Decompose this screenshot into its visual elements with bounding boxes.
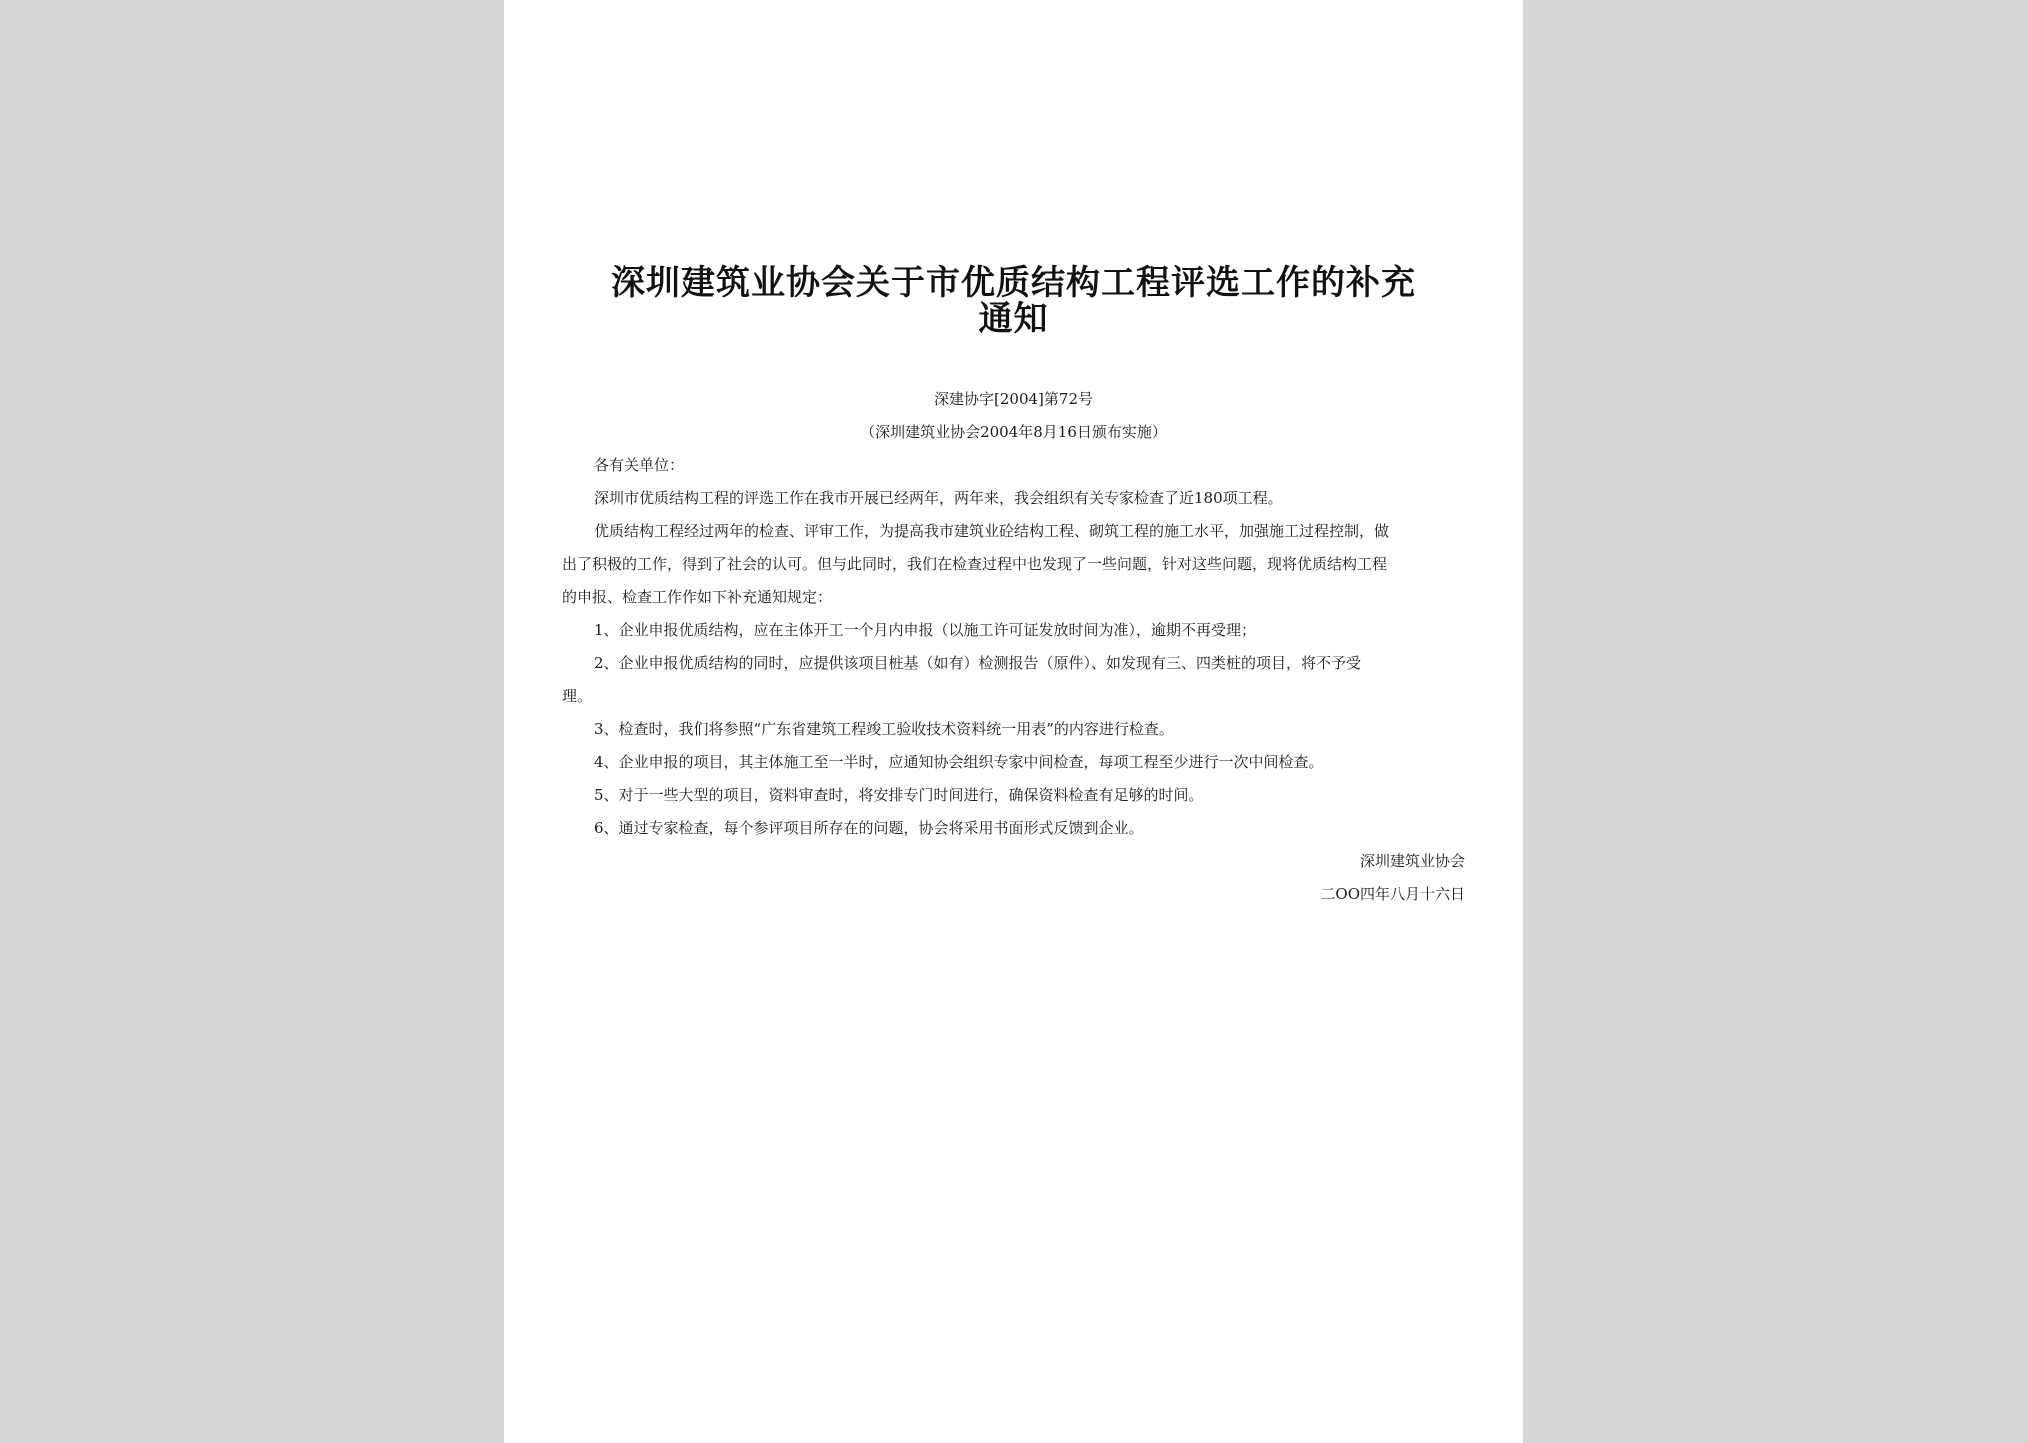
list-item-6: 6、通过专家检查，每个参评项目所存在的问题，协会将采用书面形式反馈到企业。 [594,819,1144,837]
list-item-5: 5、对于一些大型的项目，资料审查时，将安排专门时间进行，确保资料检查有足够的时间。 [594,786,1204,804]
document-page [504,0,1523,1443]
issuance-note: （深圳建筑业协会2004年8月16日颁布实施） [860,423,1167,441]
list-item-2-line-2: 理。 [562,687,593,705]
list-item-4: 4、企业申报的项目，其主体施工至一半时，应通知协会组织专家中间检查，每项工程至少进行一次中间检查。 [594,753,1324,771]
list-item-3: 3、检查时，我们将参照“广东省建筑工程竣工验收技术资料统一用表”的内容进行检查。 [594,720,1174,738]
paragraph-2-line-3: 的申报、检查工作作如下补充通知规定： [562,588,833,606]
paragraph-1: 深圳市优质结构工程的评选工作在我市开展已经两年，两年来，我会组织有关专家检查了近180项工程。 [594,489,1283,507]
list-item-1: 1、企业申报优质结构，应在主体开工一个月内申报（以施工许可证发放时间为准），逾期不再受理； [594,621,1257,639]
signature-date: 二OO四年八月十六日 [1320,885,1465,903]
list-item-2-line-1: 2、企业申报优质结构的同时，应提供该项目桩基（如有）检测报告（原件）、如发现有三、四类桩的项目，将不予受 [594,654,1362,672]
document-title: 深圳建筑业协会关于市优质结构工程评选工作的补充 [611,263,1416,303]
paragraph-2-line-1: 优质结构工程经过两年的检查、评审工作，为提高我市建筑业砼结构工程、砌筑工程的施工水平，加强施工过程控制，做 [594,522,1390,540]
document-title-continued: 通知 [978,299,1049,339]
salutation: 各有关单位： [594,456,685,474]
signature: 深圳建筑业协会 [1359,852,1465,870]
document-number: 深建协字[2004]第72号 [934,390,1093,408]
paragraph-2-line-2: 出了积极的工作，得到了社会的认可。但与此同时，我们在检查过程中也发现了一些问题，针对这些问题，现将优质结构工程 [562,555,1388,573]
